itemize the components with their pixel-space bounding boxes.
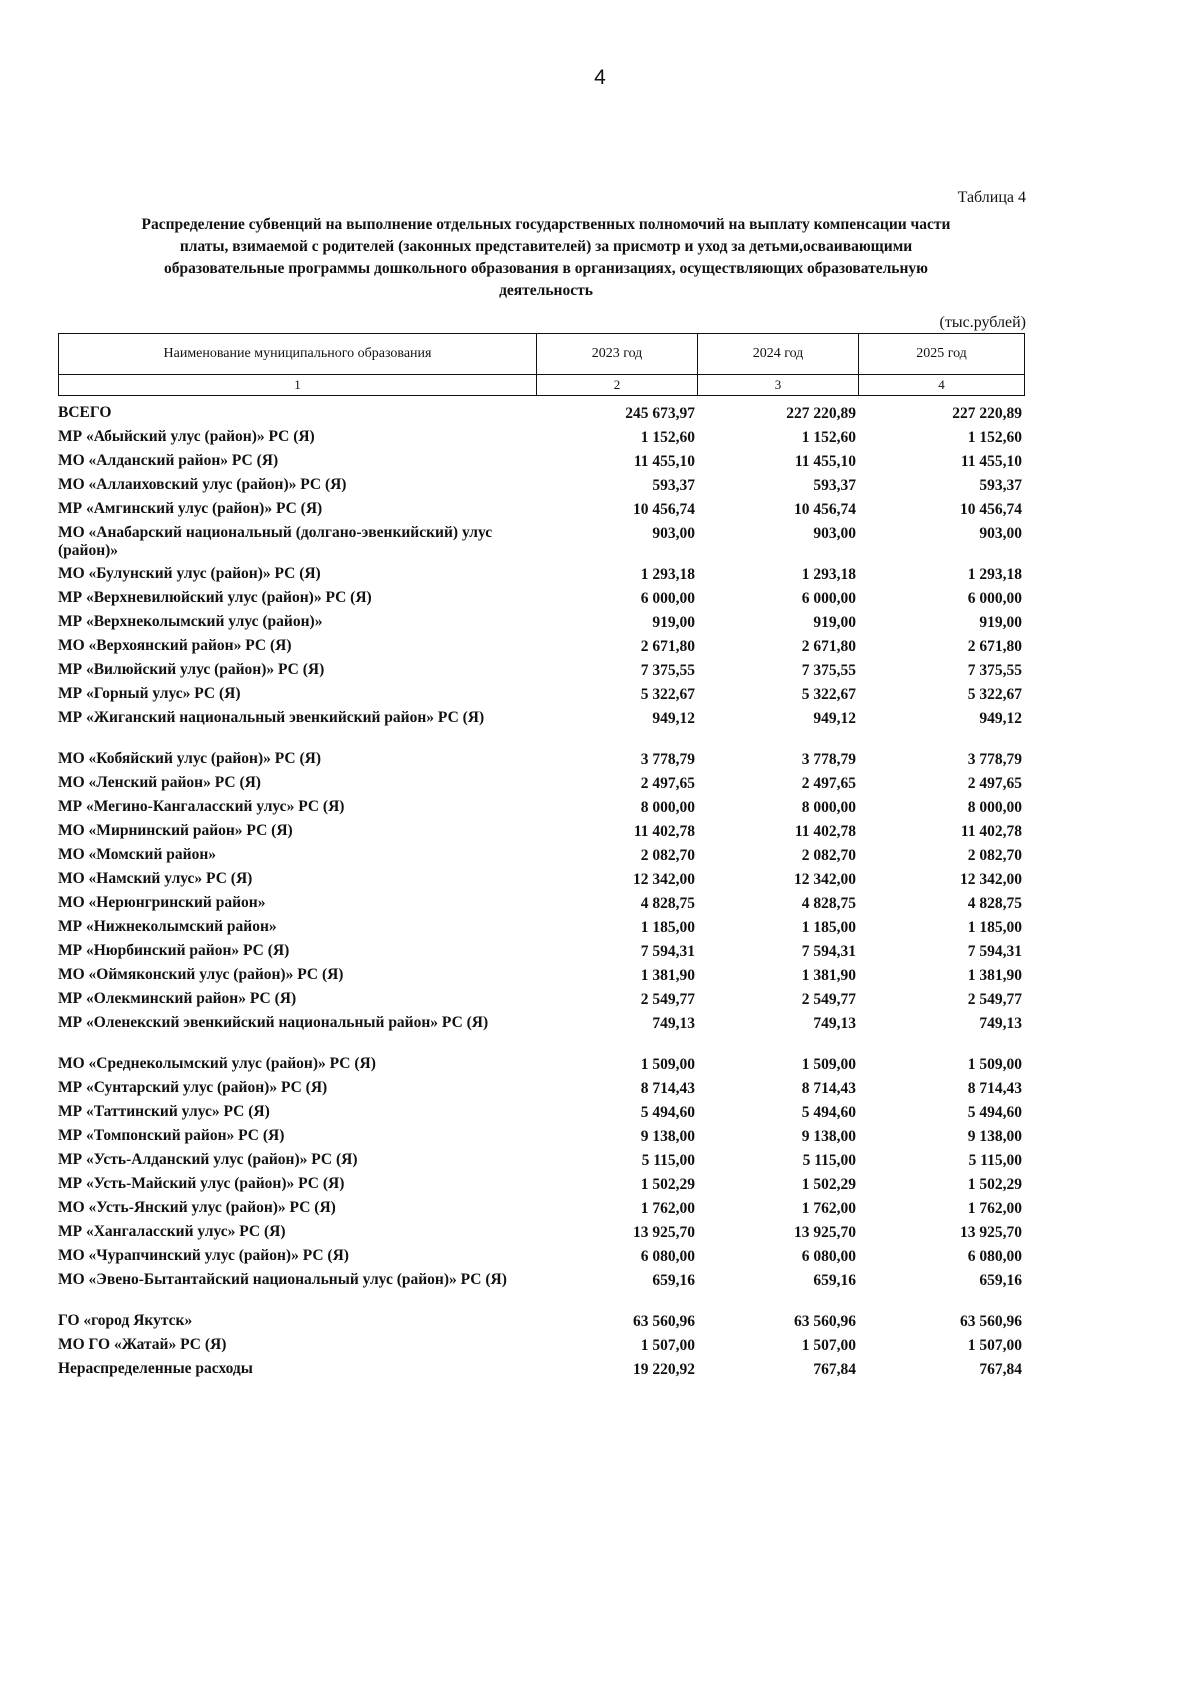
- value-2024: 10 456,74: [794, 501, 856, 518]
- column-number: 1: [59, 375, 537, 396]
- table-body: [58, 402, 1024, 1382]
- municipality-name: МР «Усть-Алданский улус (район)» РС (Я): [58, 1151, 358, 1168]
- header-2023: 2023 год: [537, 334, 698, 375]
- municipality-name: МО «Кобяйский улус (район)» РС (Я): [58, 750, 322, 767]
- municipality-name: МО «Алданский район» РС (Я): [58, 452, 279, 469]
- municipality-name: МО «Аллаиховский улус (район)» РС (Я): [58, 476, 347, 493]
- value-2025: 5 494,60: [967, 1104, 1022, 1121]
- value-2024: 2 671,80: [801, 638, 856, 655]
- value-2023: 245 673,97: [625, 405, 695, 422]
- value-2023: 2 497,65: [640, 775, 695, 792]
- value-2023: 903,00: [652, 525, 695, 542]
- municipality-name: ВСЕГО: [58, 404, 112, 421]
- value-2025: 63 560,96: [960, 1313, 1022, 1330]
- value-2024: 7 375,55: [801, 662, 856, 679]
- value-2025: 1 152,60: [967, 429, 1022, 446]
- value-2025: 7 375,55: [967, 662, 1022, 679]
- value-2025: 1 507,00: [967, 1337, 1022, 1354]
- table-row: [58, 1173, 1024, 1197]
- table-row: [58, 916, 1024, 940]
- value-2023: 749,13: [652, 1015, 695, 1032]
- value-2024: 2 549,77: [801, 991, 856, 1008]
- table-row: [58, 563, 1024, 587]
- value-2023: 9 138,00: [640, 1128, 695, 1145]
- value-2024: 2 082,70: [801, 847, 856, 864]
- value-2025: 1 293,18: [967, 566, 1022, 583]
- value-2023: 10 456,74: [633, 501, 695, 518]
- value-2024: 1 509,00: [801, 1056, 856, 1073]
- value-2025: 749,13: [979, 1015, 1022, 1032]
- title-line: платы, взимаемой с родителей (законных представителей) за присмотр и уход за детьми,осваивающими: [179, 238, 913, 255]
- municipality-name: МР «Усть-Майский улус (район)» РС (Я): [58, 1175, 345, 1192]
- municipality-name: МР «Абыйский улус (район)» РС (Я): [58, 428, 315, 445]
- units-label: (тыс.рублей): [939, 314, 1026, 331]
- value-2023: 6 000,00: [640, 590, 695, 607]
- value-2023: 1 762,00: [640, 1200, 695, 1217]
- value-2025: 12 342,00: [960, 871, 1022, 888]
- table-row: [58, 1012, 1024, 1053]
- value-2023: 919,00: [652, 614, 695, 631]
- value-2023: 2 549,77: [640, 991, 695, 1008]
- municipality-name: МО «Мирнинский район» РС (Я): [58, 822, 293, 839]
- table-row: [58, 1053, 1024, 1077]
- value-2025: 4 828,75: [967, 895, 1022, 912]
- value-2024: 11 455,10: [794, 453, 856, 470]
- value-2023: 1 293,18: [640, 566, 695, 583]
- table-row: [58, 844, 1024, 868]
- value-2023: 949,12: [652, 710, 695, 727]
- table-row: [58, 522, 1024, 563]
- table-row: [58, 772, 1024, 796]
- value-2023: 5 494,60: [640, 1104, 695, 1121]
- municipality-name: МР «Жиганский национальный эвенкийский район» РС (Я): [58, 709, 485, 726]
- value-2025: 2 671,80: [967, 638, 1022, 655]
- value-2024: 12 342,00: [794, 871, 856, 888]
- table-row: [58, 940, 1024, 964]
- municipality-name: МР «Нюрбинский район» РС (Я): [58, 942, 290, 959]
- municipality-name: МР «Хангаласский улус» РС (Я): [58, 1223, 286, 1240]
- municipality-name: МО «Анабарский национальный (долгано-эвенкийский) улус (район)»: [58, 524, 493, 559]
- municipality-name: МО «Булунский улус (район)» РС (Я): [58, 565, 321, 582]
- page-number: 4: [594, 66, 606, 89]
- table-row: [58, 1125, 1024, 1149]
- value-2024: 7 594,31: [801, 943, 856, 960]
- value-2025: 1 509,00: [967, 1056, 1022, 1073]
- municipality-name: МР «Нижнеколымский район»: [58, 918, 277, 935]
- value-2025: 2 549,77: [967, 991, 1022, 1008]
- value-2024: 1 293,18: [801, 566, 856, 583]
- value-2023: 5 115,00: [641, 1152, 695, 1169]
- column-number: 3: [698, 375, 859, 396]
- municipality-name: МО «Нерюнгринский район»: [58, 894, 266, 911]
- value-2024: 1 762,00: [801, 1200, 856, 1217]
- value-2023: 2 082,70: [640, 847, 695, 864]
- municipality-name: МР «Таттинский улус» РС (Я): [58, 1103, 270, 1120]
- table-row: [58, 796, 1024, 820]
- value-2024: 919,00: [813, 614, 856, 631]
- value-2023: 1 502,29: [640, 1176, 695, 1193]
- value-2023: 6 080,00: [640, 1248, 695, 1265]
- value-2024: 1 185,00: [801, 919, 856, 936]
- municipality-name: Нераспределенные расходы: [58, 1360, 253, 1377]
- table-row: [58, 1245, 1024, 1269]
- table-row: [58, 707, 1024, 748]
- value-2023: 1 509,00: [640, 1056, 695, 1073]
- table-row: [58, 1221, 1024, 1245]
- municipality-name: МО ГО «Жатай» РС (Я): [58, 1336, 227, 1353]
- value-2023: 8 000,00: [640, 799, 695, 816]
- value-2023: 1 185,00: [640, 919, 695, 936]
- value-2024: 2 497,65: [801, 775, 856, 792]
- value-2024: 903,00: [813, 525, 856, 542]
- table-row: [58, 1334, 1024, 1358]
- value-2024: 63 560,96: [794, 1313, 856, 1330]
- value-2025: 1 502,29: [967, 1176, 1022, 1193]
- value-2023: 3 778,79: [640, 751, 695, 768]
- table-row: [58, 450, 1024, 474]
- municipality-name: МР «Горный улус» РС (Я): [58, 685, 241, 702]
- column-number: 4: [859, 375, 1025, 396]
- value-2025: 2 497,65: [967, 775, 1022, 792]
- value-2023: 1 507,00: [640, 1337, 695, 1354]
- table-row: [58, 964, 1024, 988]
- value-2023: 19 220,92: [633, 1361, 695, 1378]
- municipality-name: МР «Вилюйский улус (район)» РС (Я): [58, 661, 325, 678]
- value-2025: 8 714,43: [967, 1080, 1022, 1097]
- value-2023: 12 342,00: [633, 871, 695, 888]
- table-row: [58, 868, 1024, 892]
- value-2025: 8 000,00: [967, 799, 1022, 816]
- value-2025: 3 778,79: [967, 751, 1022, 768]
- value-2024: 8 714,43: [801, 1080, 856, 1097]
- table-row: [58, 892, 1024, 916]
- table-row: [58, 659, 1024, 683]
- value-2023: 8 714,43: [640, 1080, 695, 1097]
- value-2023: 11 455,10: [633, 453, 695, 470]
- value-2025: 9 138,00: [967, 1128, 1022, 1145]
- value-2025: 5 322,67: [967, 686, 1022, 703]
- value-2023: 593,37: [652, 477, 695, 494]
- table-header: [58, 333, 1025, 396]
- table-label: Таблица 4: [957, 189, 1026, 206]
- table-row: [58, 611, 1024, 635]
- table-row: [58, 748, 1024, 772]
- table-row: [58, 988, 1024, 1012]
- value-2024: 9 138,00: [801, 1128, 856, 1145]
- table-row: [58, 474, 1024, 498]
- value-2025: 767,84: [979, 1361, 1022, 1378]
- municipality-name: МО «Усть-Янский улус (район)» РС (Я): [58, 1199, 336, 1216]
- value-2025: 903,00: [979, 525, 1022, 542]
- value-2025: 1 185,00: [967, 919, 1022, 936]
- value-2023: 11 402,78: [633, 823, 695, 840]
- table-row: [58, 1149, 1024, 1173]
- value-2024: 5 115,00: [802, 1152, 856, 1169]
- value-2024: 1 502,29: [801, 1176, 856, 1193]
- table-row: [58, 1269, 1024, 1310]
- column-number: 2: [537, 375, 698, 396]
- municipality-name: МО «Чурапчинский улус (район)» РС (Я): [58, 1247, 349, 1264]
- value-2023: 5 322,67: [640, 686, 695, 703]
- municipality-name: МО «Эвено-Бытантайский национальный улус (район)» РС (Я): [58, 1271, 507, 1288]
- municipality-name: МО «Среднеколымский улус (район)» РС (Я): [58, 1055, 376, 1072]
- value-2024: 949,12: [813, 710, 856, 727]
- municipality-name: МР «Амгинский улус (район)» РС (Я): [58, 500, 323, 517]
- value-2025: 1 762,00: [967, 1200, 1022, 1217]
- municipality-name: МО «Ленский район» РС (Я): [58, 774, 261, 791]
- municipality-name: МР «Оленекский эвенкийский национальный район» РС (Я): [58, 1014, 489, 1031]
- value-2024: 593,37: [813, 477, 856, 494]
- municipality-name: МР «Томпонский район» РС (Я): [58, 1127, 285, 1144]
- value-2025: 593,37: [979, 477, 1022, 494]
- header-2025: 2025 год: [859, 334, 1025, 375]
- value-2024: 6 000,00: [801, 590, 856, 607]
- value-2023: 7 594,31: [640, 943, 695, 960]
- value-2025: 6 080,00: [967, 1248, 1022, 1265]
- title-line: деятельность: [499, 282, 593, 299]
- table-row: [58, 426, 1024, 450]
- value-2025: 13 925,70: [960, 1224, 1022, 1241]
- value-2024: 749,13: [813, 1015, 856, 1032]
- municipality-name: МО «Верхоянский район» РС (Я): [58, 637, 292, 654]
- municipality-name: МО «Оймяконский улус (район)» РС (Я): [58, 966, 344, 983]
- table-row: [58, 1310, 1024, 1334]
- value-2025: 11 455,10: [960, 453, 1022, 470]
- value-2025: 6 000,00: [967, 590, 1022, 607]
- value-2024: 3 778,79: [801, 751, 856, 768]
- municipality-name: МО «Момский район»: [58, 846, 217, 863]
- table-row: [58, 635, 1024, 659]
- value-2024: 6 080,00: [801, 1248, 856, 1265]
- table-row: [58, 1197, 1024, 1221]
- value-2024: 11 402,78: [794, 823, 856, 840]
- header-2024: 2024 год: [698, 334, 859, 375]
- value-2024: 659,16: [813, 1272, 856, 1289]
- value-2024: 5 322,67: [801, 686, 856, 703]
- table-row: [58, 820, 1024, 844]
- value-2024: 4 828,75: [801, 895, 856, 912]
- value-2023: 63 560,96: [633, 1313, 695, 1330]
- table-row: [58, 1101, 1024, 1125]
- title-line: Распределение субвенций на выполнение отдельных государственных полномочий на выплату компенсации части: [141, 216, 951, 233]
- document-title: [66, 214, 1026, 302]
- value-2024: 8 000,00: [801, 799, 856, 816]
- municipality-name: МР «Мегино-Кангаласский улус» РС (Я): [58, 798, 345, 815]
- title-line: образовательные программы дошкольного образования в организациях, осуществляющих образовательную: [163, 260, 929, 277]
- value-2024: 1 507,00: [801, 1337, 856, 1354]
- value-2024: 13 925,70: [794, 1224, 856, 1241]
- value-2023: 1 152,60: [640, 429, 695, 446]
- table-row: [58, 1077, 1024, 1101]
- value-2023: 13 925,70: [633, 1224, 695, 1241]
- value-2025: 919,00: [979, 614, 1022, 631]
- value-2025: 659,16: [979, 1272, 1022, 1289]
- value-2024: 767,84: [813, 1361, 856, 1378]
- value-2025: 5 115,00: [968, 1152, 1022, 1169]
- value-2025: 7 594,31: [967, 943, 1022, 960]
- municipality-name: МР «Олекминский район» РС (Я): [58, 990, 297, 1007]
- value-2025: 949,12: [979, 710, 1022, 727]
- value-2024: 1 152,60: [801, 429, 856, 446]
- value-2025: 2 082,70: [967, 847, 1022, 864]
- table-row: [58, 683, 1024, 707]
- value-2025: 227 220,89: [952, 405, 1022, 422]
- municipality-name: МР «Сунтарский улус (район)» РС (Я): [58, 1079, 328, 1096]
- value-2024: 1 381,90: [801, 967, 856, 984]
- value-2025: 1 381,90: [967, 967, 1022, 984]
- table-row: [58, 402, 1024, 426]
- value-2025: 11 402,78: [960, 823, 1022, 840]
- header-name: Наименование муниципального образования: [59, 334, 537, 375]
- municipality-name: МО «Намский улус» РС (Я): [58, 870, 253, 887]
- municipality-name: ГО «город Якутск»: [58, 1312, 193, 1329]
- value-2023: 1 381,90: [640, 967, 695, 984]
- value-2024: 5 494,60: [801, 1104, 856, 1121]
- value-2023: 659,16: [652, 1272, 695, 1289]
- municipality-name: МР «Верхневилюйский улус (район)» РС (Я): [58, 589, 372, 606]
- value-2023: 7 375,55: [640, 662, 695, 679]
- value-2024: 227 220,89: [786, 405, 856, 422]
- value-2025: 10 456,74: [960, 501, 1022, 518]
- municipality-name: МР «Верхнеколымский улус (район)»: [58, 613, 323, 630]
- table-row: [58, 498, 1024, 522]
- table-row: [58, 587, 1024, 611]
- value-2023: 4 828,75: [640, 895, 695, 912]
- table-row: [58, 1358, 1024, 1382]
- value-2023: 2 671,80: [640, 638, 695, 655]
